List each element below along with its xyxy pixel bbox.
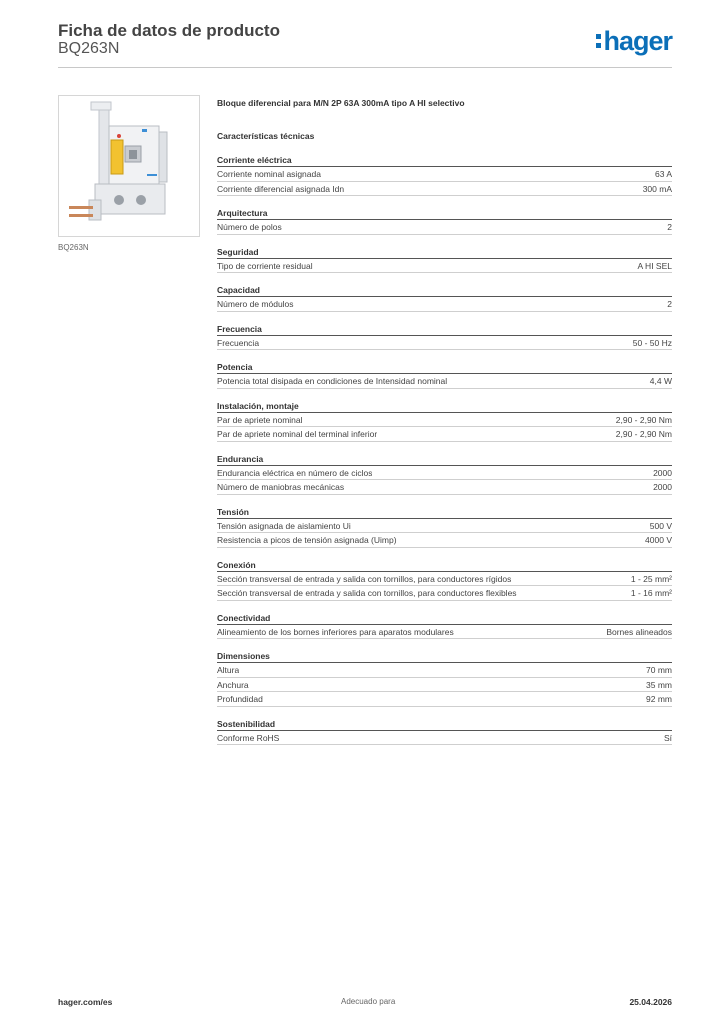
footer-note: Adecuado para [341, 997, 396, 1006]
section-title: Capacidad [217, 284, 672, 297]
spec-value: 2,90 - 2,90 Nm [615, 414, 672, 425]
spec-value: 2 [667, 299, 672, 309]
spec-row [217, 586, 672, 601]
section-title: Sostenibilidad [217, 718, 672, 731]
spec-label: Resistencia a picos de tensión asignada (Uimp) [217, 535, 397, 545]
spec-section [217, 559, 672, 601]
datasheet-content [217, 96, 672, 745]
spec-label: Par de apriete nominal del terminal inferior [217, 429, 378, 439]
spec-row [217, 182, 672, 197]
spec-section [217, 718, 672, 746]
image-caption: BQ263N [58, 243, 89, 252]
spec-row [217, 663, 672, 678]
section-title: Conexión [217, 559, 672, 572]
spec-row [217, 374, 672, 389]
section-title: Seguridad [217, 246, 672, 259]
spec-row [217, 220, 672, 235]
spec-section [217, 400, 672, 442]
spec-value: 35 mm [646, 679, 672, 690]
spec-row [217, 678, 672, 693]
spec-row [217, 466, 672, 481]
features-heading: Características técnicas [217, 131, 315, 141]
spec-label: Alineamiento de los bornes inferiores para aparatos modulares [217, 626, 454, 637]
spec-section [217, 361, 672, 389]
spec-section [217, 323, 672, 351]
spec-value: 50 - 50 Hz [632, 337, 672, 348]
spec-value: 2 [667, 222, 672, 232]
spec-label: Frecuencia [217, 337, 260, 348]
spec-value: 70 mm [646, 665, 672, 675]
spec-label: Número de polos [217, 222, 282, 232]
spec-value: 2000 [653, 467, 672, 478]
spec-row [217, 413, 672, 428]
product-reference: BQ263N [58, 40, 120, 57]
spec-label: Conforme RoHS [217, 732, 280, 743]
header-divider [58, 67, 672, 68]
spec-row [217, 572, 672, 587]
spec-section [217, 284, 672, 312]
spec-value: 63 A [654, 169, 672, 179]
spec-label: Sección transversal de entrada y salida con tornillos, para conductores flexibles [217, 588, 517, 598]
spec-label: Número de módulos [217, 299, 294, 309]
spec-label: Altura [217, 665, 240, 675]
spec-label: Profundidad [217, 694, 263, 704]
spec-section [217, 612, 672, 640]
spec-row [217, 336, 672, 351]
spec-row [217, 167, 672, 182]
spec-label: Sección transversal de entrada y salida con tornillos, para conductores rígidos [217, 573, 512, 584]
spec-section [217, 154, 672, 196]
spec-sections [217, 154, 672, 745]
spec-value: 300 mA [642, 183, 672, 194]
spec-label: Potencia total disipada en condiciones de Intensidad nominal [217, 376, 448, 386]
logo-text: hager [603, 26, 672, 56]
spec-row [217, 692, 672, 707]
section-title: Potencia [217, 361, 672, 374]
page-title: Ficha de datos de producto [58, 21, 280, 40]
spec-value: 2000 [653, 482, 672, 492]
spec-label: Tipo de corriente residual [217, 260, 313, 271]
spec-row [217, 259, 672, 274]
spec-value: 92 mm [646, 694, 672, 704]
product-image [58, 95, 200, 237]
spec-label: Tensión asignada de aislamiento Ui [217, 520, 351, 531]
spec-label: Endurancia eléctrica en número de ciclos [217, 467, 373, 478]
spec-value: 1 - 25 mm² [630, 573, 672, 584]
spec-value: 500 V [649, 520, 672, 531]
spec-value: A HI SEL [637, 260, 672, 271]
section-title: Corriente eléctrica [217, 154, 672, 167]
spec-value: 1 - 16 mm² [630, 588, 672, 598]
spec-section [217, 506, 672, 548]
spec-value: 2,90 - 2,90 Nm [615, 429, 672, 439]
spec-row [217, 533, 672, 548]
spec-section [217, 453, 672, 495]
spec-section [217, 650, 672, 707]
spec-label: Número de maniobras mecánicas [217, 482, 345, 492]
spec-row [217, 297, 672, 312]
section-title: Tensión [217, 506, 672, 519]
footer-date: 25.04.2026 [629, 997, 672, 1007]
section-title: Arquitectura [217, 207, 672, 220]
hager-logo [596, 27, 672, 55]
spec-value: 4,4 W [649, 376, 672, 386]
spec-label: Corriente nominal asignada [217, 169, 321, 179]
section-title: Instalación, montaje [217, 400, 672, 413]
spec-label: Corriente diferencial asignada Idn [217, 183, 345, 194]
section-title: Endurancia [217, 453, 672, 466]
footer-website: hager.com/es [58, 997, 113, 1007]
spec-row [217, 480, 672, 495]
section-title: Conectividad [217, 612, 672, 625]
spec-row [217, 731, 672, 746]
spec-section [217, 207, 672, 235]
spec-label: Par de apriete nominal [217, 414, 303, 425]
spec-row [217, 427, 672, 442]
spec-value: Bornes alineados [606, 626, 672, 637]
logo-dots-icon [596, 32, 601, 50]
spec-label: Anchura [217, 679, 249, 690]
spec-value: Sí [663, 732, 672, 743]
spec-row [217, 519, 672, 534]
spec-value: 4000 V [645, 535, 672, 545]
residual-current-block-icon [59, 96, 199, 236]
product-description: Bloque diferencial para M/N 2P 63A 300mA tipo A HI selectivo [217, 98, 465, 108]
section-title: Frecuencia [217, 323, 672, 336]
spec-section [217, 246, 672, 274]
spec-row [217, 625, 672, 640]
section-title: Dimensiones [217, 650, 672, 663]
